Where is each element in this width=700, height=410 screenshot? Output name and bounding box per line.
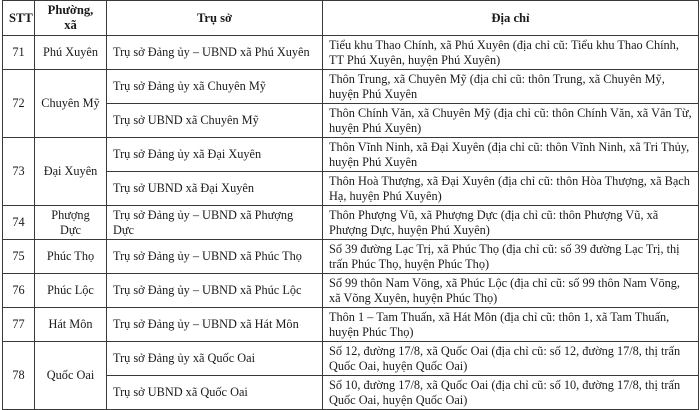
headquarters-cell: Trụ sở UBND xã Quốc Oai xyxy=(107,376,323,410)
header-address: Địa chỉ xyxy=(323,1,699,36)
address-cell: Thôn Phượng Vũ, xã Phượng Dực (địa chỉ cũ: thôn Phượng Vũ, xã Phượng Dực, huyện Phú Xuyên) xyxy=(323,206,699,240)
headquarters-cell: Trụ sở Đảng ủy xã Chuyên Mỹ xyxy=(107,70,323,104)
headquarters-cell: Trụ sở Đảng ủy – UBND xã Hát Môn xyxy=(107,308,323,342)
table-row xyxy=(3,206,699,240)
headquarters-cell: Trụ sở UBND xã Đại Xuyên xyxy=(107,172,323,206)
header-row xyxy=(3,1,699,36)
table-row xyxy=(3,376,699,410)
table-row xyxy=(3,36,699,70)
table-row xyxy=(3,342,699,376)
headquarters-cell: Trụ sở Đảng ủy – UBND xã Phúc Lộc xyxy=(107,274,323,308)
table-row xyxy=(3,70,699,104)
headquarters-table xyxy=(2,0,699,410)
ward-cell: Phượng Dực xyxy=(35,206,107,240)
ward-cell: Phú Xuyên xyxy=(35,36,107,70)
headquarters-cell: Trụ sở Đảng ủy – UBND xã Phượng Dực xyxy=(107,206,323,240)
stt-cell: 77 xyxy=(3,308,35,342)
address-cell: Thôn Trung, xã Chuyên Mỹ (địa chỉ cũ: thôn Trung, xã Chuyên Mỹ, huyện Phú Xuyên xyxy=(323,70,699,104)
address-cell: Số 39 đường Lạc Trị, xã Phúc Thọ (địa chỉ cũ: số 39 đường Lạc Trị, thị trấn Phúc Thọ, huyện Phúc Thọ) xyxy=(323,240,699,274)
header-ward: Phường, xã xyxy=(35,1,107,36)
address-cell: Tiểu khu Thao Chính, xã Phú Xuyên (địa chỉ cũ: Tiểu khu Thao Chính, TT Phú Xuyên, huyện Phú Xuyên) xyxy=(323,36,699,70)
headquarters-cell: Trụ sở Đảng ủy – UBND xã Phúc Thọ xyxy=(107,240,323,274)
ward-cell: Quốc Oai xyxy=(35,342,107,410)
address-cell: Thôn Vĩnh Ninh, xã Đại Xuyên (địa chỉ cũ: thôn Vĩnh Ninh, xã Tri Thủy, huyện Phú Xuyên xyxy=(323,138,699,172)
ward-cell: Đại Xuyên xyxy=(35,138,107,206)
headquarters-cell: Trụ sở Đảng ủy – UBND xã Phú Xuyên xyxy=(107,36,323,70)
ward-cell: Phúc Thọ xyxy=(35,240,107,274)
table-row xyxy=(3,274,699,308)
address-cell: Thôn 1 – Tam Thuấn, xã Hát Môn (địa chỉ cũ: thôn 1, xã Tam Thuấn, huyện Phúc Thọ) xyxy=(323,308,699,342)
stt-cell: 76 xyxy=(3,274,35,308)
header-headquarters: Trụ sở xyxy=(107,1,323,36)
table-row xyxy=(3,138,699,172)
ward-cell: Hát Môn xyxy=(35,308,107,342)
ward-cell: Phúc Lộc xyxy=(35,274,107,308)
stt-cell: 75 xyxy=(3,240,35,274)
table-row xyxy=(3,308,699,342)
table-row xyxy=(3,104,699,138)
headquarters-cell: Trụ sở Đảng ủy xã Đại Xuyên xyxy=(107,138,323,172)
address-cell: Thôn Chính Văn, xã Chuyên Mỹ (địa chỉ cũ: thôn Chính Văn, xã Vân Từ, huyện Phú Xuyên) xyxy=(323,104,699,138)
stt-cell: 74 xyxy=(3,206,35,240)
address-cell: Thôn Hoà Thượng, xã Đại Xuyên (địa chỉ cũ: thôn Hòa Thượng, xã Bạch Hạ, huyện Phú Xuyên) xyxy=(323,172,699,206)
address-cell: Số 10, đường 17/8, xã Quốc Oai (địa chỉ cũ: số 10, đường 17/8, thị trấn Quốc Oai, huyện Quốc Oai) xyxy=(323,376,699,410)
stt-cell: 73 xyxy=(3,138,35,206)
headquarters-cell: Trụ sở UBND xã Chuyên Mỹ xyxy=(107,104,323,138)
headquarters-cell: Trụ sở Đảng ủy xã Quốc Oai xyxy=(107,342,323,376)
table-row xyxy=(3,240,699,274)
header-stt: STT xyxy=(3,1,35,36)
stt-cell: 71 xyxy=(3,36,35,70)
address-cell: Số 99 thôn Nam Vōng, xã Phúc Lộc (địa chỉ cũ: số 99 thôn Nam Vōng, xã Võng Xuyên, huyện Phúc Thọ) xyxy=(323,274,699,308)
table-row xyxy=(3,172,699,206)
address-cell: Số 12, đường 17/8, xã Quốc Oai (địa chỉ cũ: số 12, đường 17/8, thị trấn Quốc Oai, huyện Quốc Oai) xyxy=(323,342,699,376)
stt-cell: 72 xyxy=(3,70,35,138)
ward-cell: Chuyên Mỹ xyxy=(35,70,107,138)
stt-cell: 78 xyxy=(3,342,35,410)
